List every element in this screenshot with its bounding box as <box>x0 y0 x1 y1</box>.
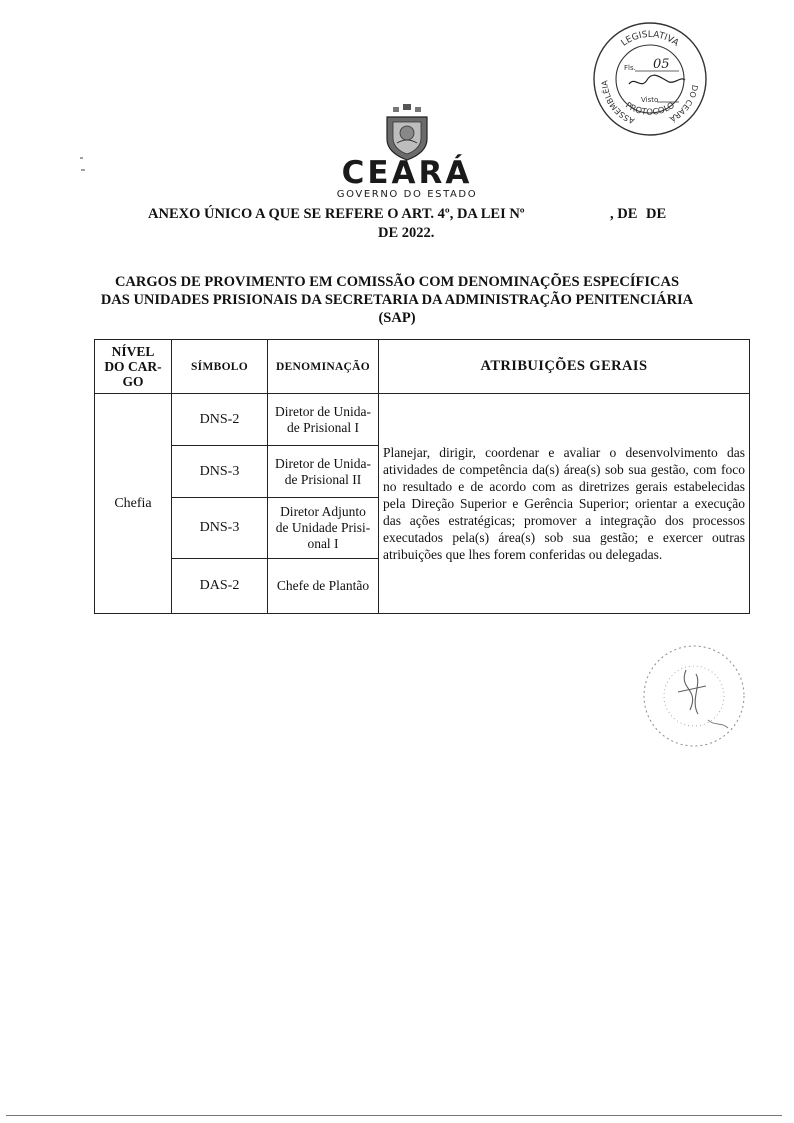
simbolo-cell: DNS-3 <box>172 446 268 498</box>
denominacao-cell <box>268 498 379 559</box>
simbolo-cell: DNS-3 <box>172 498 268 559</box>
denominacao-cell <box>268 446 379 498</box>
stamp-visto-label: Visto <box>641 96 659 104</box>
rubric-stamp-icon <box>638 640 750 752</box>
brand-subtitle: GOVERNO DO ESTADO <box>336 189 478 200</box>
title-line3: (SAP) <box>378 310 416 326</box>
document-title <box>90 273 704 327</box>
nivel-cell: Chefia <box>95 394 172 614</box>
stamp-bottom-text: PROTOCOLO <box>623 100 677 118</box>
stamp-top-text: LEGISLATIVA <box>619 29 681 49</box>
footer-rule <box>6 1115 782 1116</box>
stamp-fls-label: Fls. <box>624 64 636 72</box>
anexo-heading-line2: DE 2022. <box>378 225 435 241</box>
denominacao-line: de Prisional I <box>287 419 359 435</box>
denominacao-line: de Prisional II <box>284 471 362 487</box>
header-nivel-line1: NÍVEL <box>111 344 155 359</box>
atribuicoes-cell: Planejar, dirigir, coordenar e avaliar o desenvolvimento das atividades de competência da(s) área(s) sob sua gestão, com foco no resultado e de acordo com as diretrizes gerais estabelecidas pela Direção Superior e Gerência Superior; orientar a execução das ações estratégicas; promover a integração dos processos executados pela(s) área(s) sob sua gestão; e exercer outras atribuições que lhes forem conferidas ou delegadas. <box>379 394 750 614</box>
stamp-page-number: 05 <box>653 57 670 72</box>
header-nivel-line2: DO CAR- <box>104 359 162 374</box>
denominacao-line: onal I <box>307 536 339 551</box>
table-header-row <box>95 340 750 394</box>
simbolo-cell: DAS-2 <box>172 559 268 614</box>
cargos-table <box>94 339 750 614</box>
table-row <box>95 394 750 446</box>
denominacao-line: Chefe de Plantão <box>276 578 370 593</box>
brand-name: CEARÁ <box>341 155 473 191</box>
protocol-stamp <box>591 20 709 138</box>
denominacao-line: Diretor de Unida- <box>275 455 371 471</box>
stamp-left-text: ASSEMBLÉIA <box>600 80 636 126</box>
header-simbolo: SÍMBOLO <box>172 340 268 394</box>
title-line2: DAS UNIDADES PRISIONAIS DA SECRETARIA DA ADMINISTRAÇÃO PENITENCIÁRIA <box>100 292 694 308</box>
government-logo <box>300 155 514 201</box>
denominacao-line: Diretor de Unida- <box>275 403 371 419</box>
anexo-heading-de2: DE <box>646 206 667 222</box>
header-atribuicoes: ATRIBUIÇÕES GERAIS <box>379 340 750 394</box>
denominacao-line: Diretor Adjunto <box>280 504 366 519</box>
coat-of-arms-icon <box>379 103 435 161</box>
signature-scribble <box>629 75 685 84</box>
simbolo-cell: DNS-2 <box>172 394 268 446</box>
denominacao-cell <box>268 394 379 446</box>
header-nivel <box>95 340 172 394</box>
header-denominacao: DENOMINAÇÃO <box>268 340 379 394</box>
denominacao-line: de Unidade Prisi- <box>275 520 371 535</box>
header-nivel-line3: GO <box>122 374 144 389</box>
anexo-heading-line1: ANEXO ÚNICO A QUE SE REFERE O ART. 4º, DA LEI Nº <box>148 206 525 222</box>
stamp-right-text: DO CEARÁ <box>668 84 700 124</box>
anexo-heading-de1: , DE <box>610 206 638 222</box>
title-line1: CARGOS DE PROVIMENTO EM COMISSÃO COM DENOMINAÇÕES ESPECÍFICAS <box>114 274 680 290</box>
svg-text:LEGISLATIVA <box>620 30 681 49</box>
margin-mark <box>78 155 90 177</box>
denominacao-cell <box>268 559 379 614</box>
